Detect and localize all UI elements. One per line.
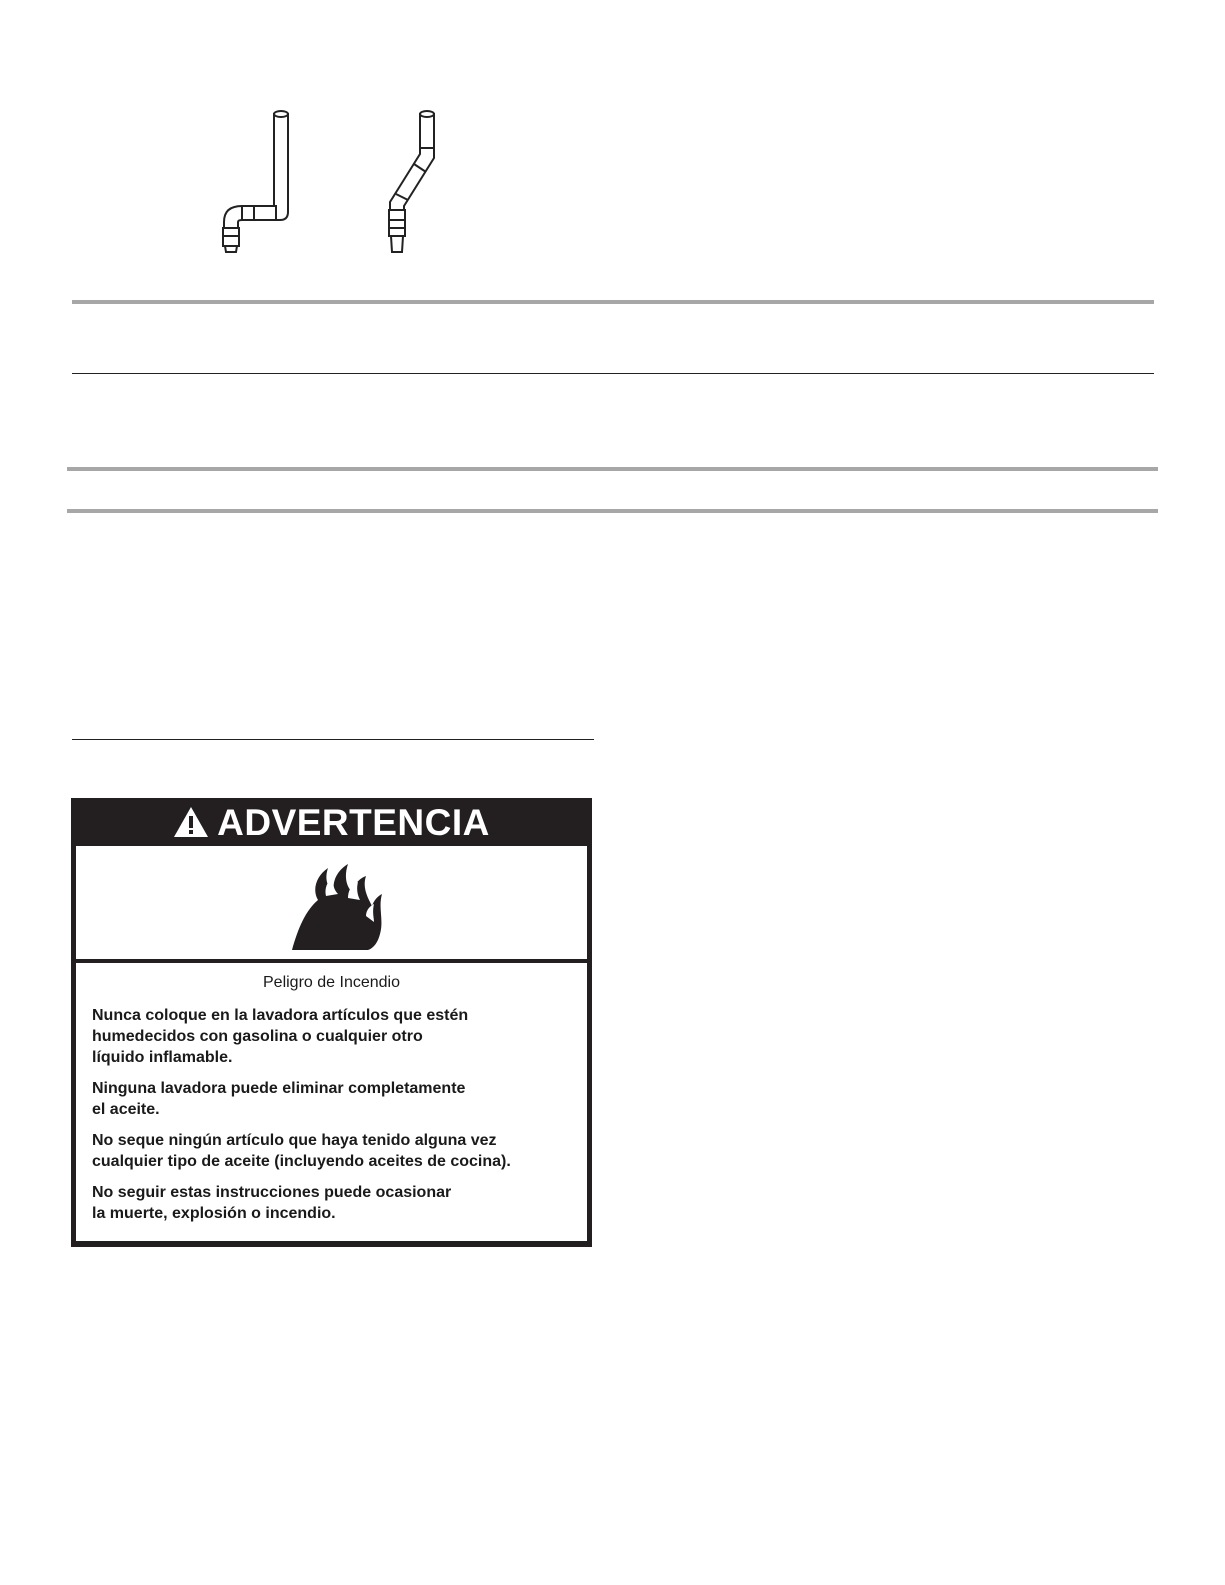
warning-header <box>71 798 592 846</box>
column-divider <box>72 739 594 740</box>
section-divider-top <box>72 300 1154 304</box>
warning-text-panel <box>76 963 587 1241</box>
offset-pipe-90-degree-icon <box>223 111 288 252</box>
warning-message: Nunca coloque en la lavadora artículos que estén humedecidos con gasolina o cualquier otro líquido inflamable. <box>92 1007 469 1066</box>
warning-message: Ninguna lavadora puede eliminar completamente el aceite. <box>92 1080 466 1118</box>
pipe-illustration <box>200 100 480 270</box>
warning-message: No seguir estas instrucciones puede ocasionar la muerte, explosión o incendio. <box>92 1184 452 1222</box>
offset-pipe-45-degree-icon <box>389 111 434 252</box>
section-divider-lower <box>67 509 1158 513</box>
hazard-name: Peligro de Incendio <box>263 974 400 991</box>
warning-box <box>71 798 592 1247</box>
section-divider-thin <box>72 373 1154 374</box>
section-divider-middle <box>67 467 1158 471</box>
warning-triangle-icon <box>173 806 209 838</box>
warning-title: ADVERTENCIA <box>217 801 490 843</box>
hazard-symbol-panel <box>76 846 587 959</box>
fire-hazard-icon <box>288 858 388 954</box>
warning-message: No seque ningún artículo que haya tenido alguna vez cualquier tipo de aceite (incluyendo aceites de cocina). <box>92 1132 511 1170</box>
